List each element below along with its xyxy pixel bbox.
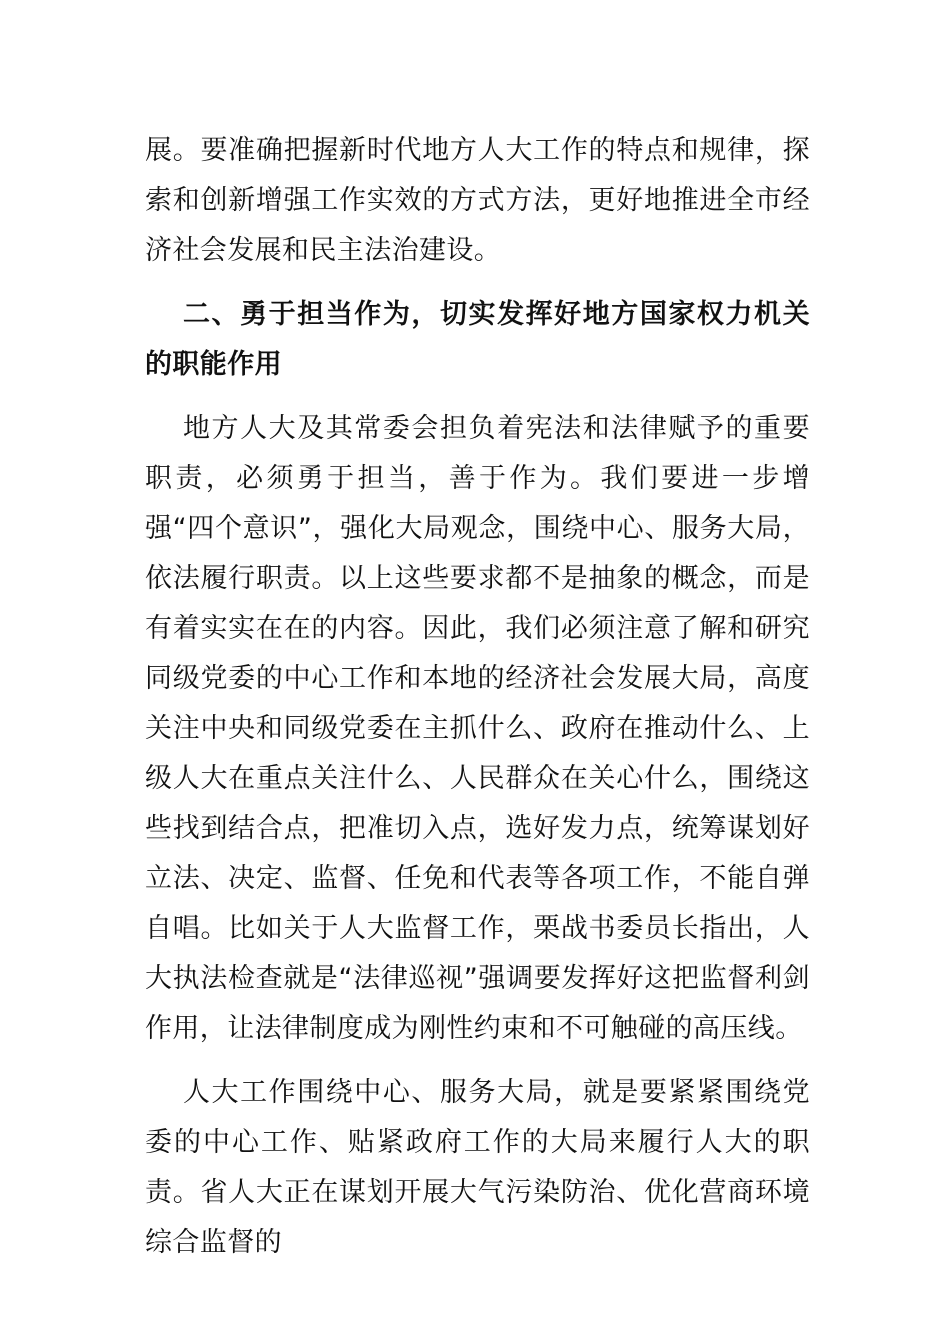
paragraph-body: 地方人大及其常委会担负着宪法和法律赋予的重要职责，必须勇于担当，善于作为。我们要进一步增强“四个意识”，强化大局观念，围绕中心、服务大局，依法履行职责。以上这些要求都不是抽象的概念，而是有着实实在在的内容。因此，我们必须注意了解和研究同级党委的中心工作和本地的经济社会发展大局，高度关注中央和同级党委在主抓什么、政府在推动什么、上级人大在重点关注什么、人民群众在关心什么，围绕这些找到结合点，把准切入点，选好发力点，统筹谋划好立法、决定、监督、任免和代表等各项工作，不能自弹自唱。比如关于人大监督工作，栗战书委员长指出，人大执法检查就是“法律巡视”强调要发挥好这把监督利剑作用，让法律制度成为刚性约束和不可触碰的高压线。 — [145, 413, 810, 1044]
paragraph-continuation: 展。要准确把握新时代地方人大工作的特点和规律，探索和创新增强工作实效的方式方法，更好地推进全市经济社会发展和民主法治建设。 — [145, 135, 810, 266]
section-heading: 二、勇于担当作为，切实发挥好地方国家权力机关的职能作用 — [145, 299, 810, 380]
document-body — [145, 126, 810, 1268]
paragraph-body: 人大工作围绕中心、服务大局，就是要紧紧围绕党委的中心工作、贴紧政府工作的大局来履行人大的职责。省人大正在谋划开展大气污染防治、优化营商环境综合监督的 — [145, 1077, 810, 1258]
